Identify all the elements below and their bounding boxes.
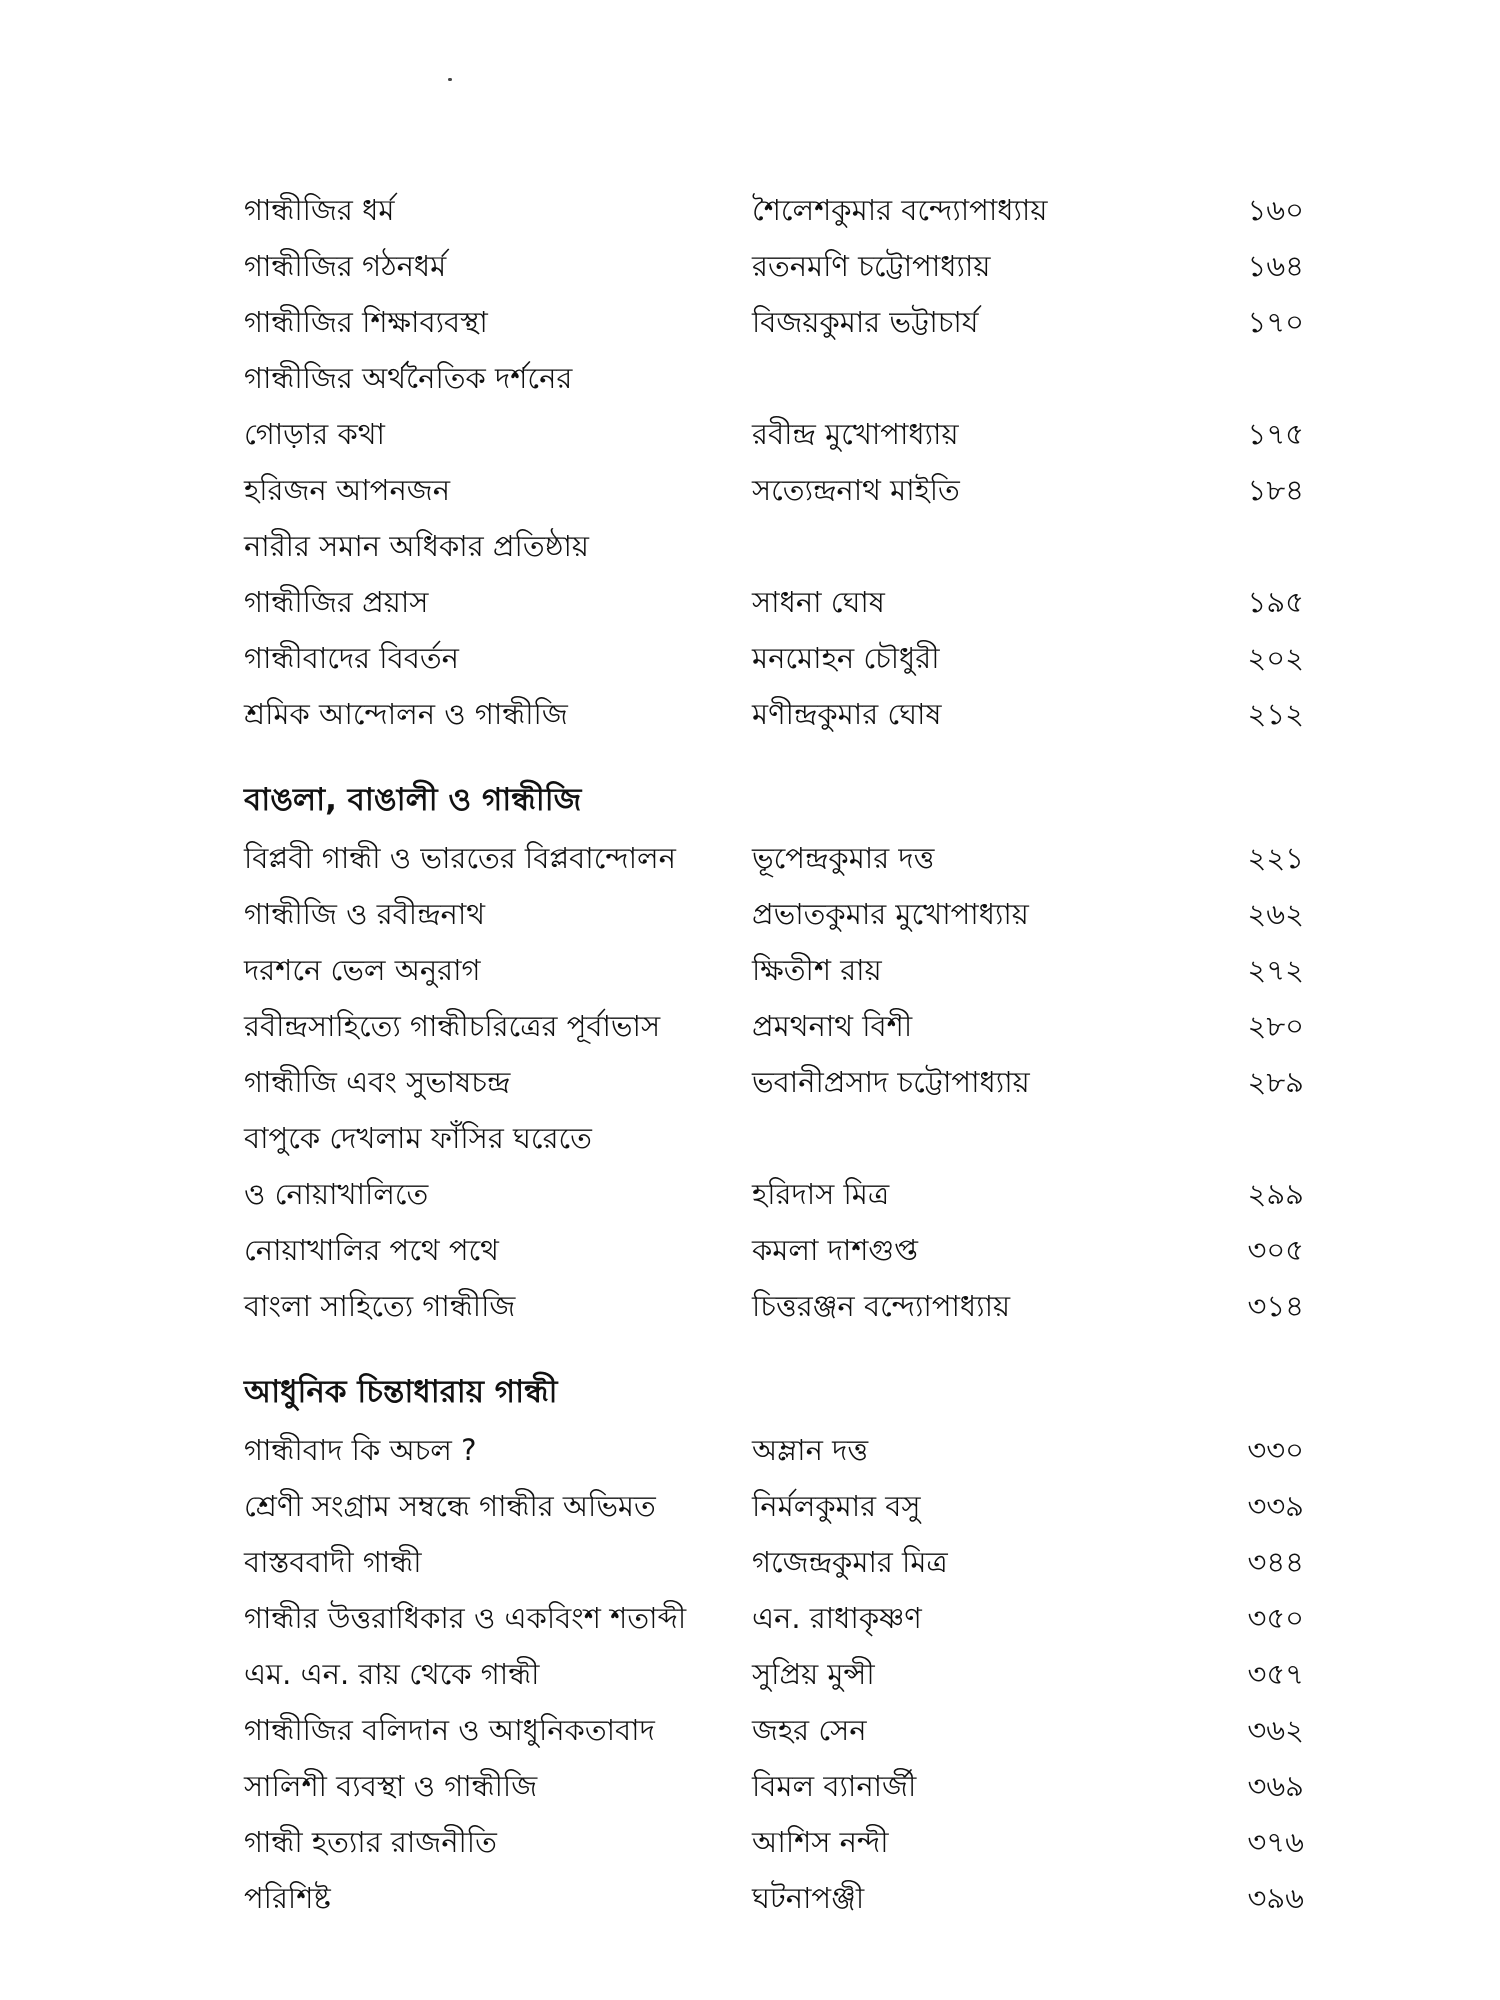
entry-title: গান্ধীজির ধর্ম [244, 193, 395, 227]
entry-page-number: ৩৭৬ [1247, 1825, 1304, 1859]
entry-title: গান্ধীজির গঠনধর্ম [244, 249, 447, 283]
entry-page-number: ২৭২ [1247, 953, 1304, 987]
entry-author: জহর সেন [752, 1713, 867, 1747]
section-heading: বাঙলা, বাঙালী ও গান্ধীজি [244, 782, 582, 818]
toc-entry [244, 1278, 1304, 1334]
entry-title: নোয়াখালির পথে পথে [244, 1233, 499, 1267]
entry-page-number: ২৮৯ [1247, 1065, 1304, 1099]
entry-author: মণীন্দ্রকুমার ঘোষ [752, 697, 942, 731]
toc-entry [244, 1870, 1304, 1926]
entry-author: ঘটনাপঞ্জী [752, 1881, 865, 1915]
toc-entry [244, 998, 1304, 1054]
entry-author: ভবানীপ্রসাদ চট্টোপাধ্যায় [752, 1065, 1030, 1099]
entry-page-number: ৩১৪ [1247, 1289, 1304, 1323]
toc-entry [244, 1166, 1304, 1222]
entry-page-number: ১৯৫ [1247, 585, 1304, 619]
toc-group-2 [244, 830, 1304, 1334]
entry-title: গান্ধীজি ও রবীন্দ্রনাথ [244, 897, 486, 931]
toc-entry [244, 406, 1304, 462]
entry-title: গান্ধীজির শিক্ষাব্যবস্থা [244, 305, 488, 339]
entry-page-number: ২৯৯ [1247, 1177, 1304, 1211]
toc-entry [244, 1110, 1304, 1166]
entry-page-number: ৩৩৯ [1247, 1489, 1304, 1523]
entry-title: গান্ধীর উত্তরাধিকার ও একবিংশ শতাব্দী [244, 1601, 687, 1635]
toc-entry [244, 686, 1304, 742]
toc-entry [244, 1222, 1304, 1278]
entry-author: আশিস নন্দী [752, 1825, 889, 1859]
entry-page-number: ৩৩০ [1247, 1433, 1304, 1467]
entry-title: হরিজন আপনজন [244, 473, 451, 507]
entry-page-number: ৩৬৯ [1247, 1769, 1304, 1803]
toc-entry [244, 1646, 1304, 1702]
entry-title: গান্ধীজির বলিদান ও আধুনিকতাবাদ [244, 1713, 655, 1747]
table-of-contents [244, 182, 1304, 1926]
entry-author: সুপ্রিয় মুন্সী [752, 1657, 875, 1691]
entry-title: বাপুকে দেখলাম ফাঁসির ঘরেতে [244, 1121, 592, 1155]
toc-entry [244, 886, 1304, 942]
entry-title: গান্ধীজি এবং সুভাষচন্দ্র [244, 1065, 511, 1099]
entry-author: রতনমণি চট্টোপাধ্যায় [752, 249, 991, 283]
toc-group-1 [244, 182, 1304, 742]
entry-title: এম. এন. রায় থেকে গান্ধী [244, 1657, 540, 1691]
toc-entry [244, 182, 1304, 238]
entry-author: ভূপেন্দ্রকুমার দত্ত [752, 841, 935, 875]
entry-title: গান্ধীজির অর্থনৈতিক দর্শনের [244, 361, 573, 395]
entry-page-number: ২৮০ [1247, 1009, 1304, 1043]
entry-title: শ্রমিক আন্দোলন ও গান্ধীজি [244, 697, 568, 731]
toc-entry [244, 1534, 1304, 1590]
entry-page-number: ২০২ [1247, 641, 1304, 675]
entry-title: গোড়ার কথা [244, 417, 385, 451]
entry-page-number: ২২১ [1247, 841, 1304, 875]
entry-author: গজেন্দ্রকুমার মিত্র [752, 1545, 948, 1579]
toc-entry [244, 1422, 1304, 1478]
entry-title: গান্ধী হত্যার রাজনীতি [244, 1825, 497, 1859]
entry-page-number: ৩৫৭ [1247, 1657, 1304, 1691]
toc-entry [244, 1054, 1304, 1110]
entry-author: প্রমথনাথ বিশী [752, 1009, 913, 1043]
entry-page-number: ৩৫০ [1247, 1601, 1304, 1635]
entry-page-number: ৩৬২ [1247, 1713, 1304, 1747]
entry-author: বিজয়কুমার ভট্টাচার্য [752, 305, 979, 339]
toc-entry [244, 1478, 1304, 1534]
entry-author: মনমোহন চৌধুরী [752, 641, 940, 675]
entry-author: ক্ষিতীশ রায় [752, 953, 882, 987]
toc-entry [244, 238, 1304, 294]
entry-page-number: ১৬০ [1247, 193, 1304, 227]
entry-title: নারীর সমান অধিকার প্রতিষ্ঠায় [244, 529, 589, 563]
entry-author: অম্লান দত্ত [752, 1433, 869, 1467]
entry-author: কমলা দাশগুপ্ত [752, 1233, 918, 1267]
toc-entry [244, 462, 1304, 518]
toc-entry [244, 518, 1304, 574]
entry-title: বিপ্লবী গান্ধী ও ভারতের বিপ্লবান্দোলন [244, 841, 676, 875]
entry-page-number: ৩৯৬ [1247, 1881, 1304, 1915]
entry-page-number: ২১২ [1247, 697, 1304, 731]
entry-title: বাংলা সাহিত্যে গান্ধীজি [244, 1289, 516, 1323]
entry-page-number: ১৭৫ [1247, 417, 1304, 451]
toc-entry [244, 1814, 1304, 1870]
entry-author: এন. রাধাকৃষ্ণণ [752, 1601, 922, 1635]
entry-author: প্রভাতকুমার মুখোপাধ্যায় [752, 897, 1029, 931]
toc-entry [244, 630, 1304, 686]
entry-page-number: ১৭০ [1247, 305, 1304, 339]
entry-page-number: ১৬৪ [1247, 249, 1304, 283]
entry-author: রবীন্দ্র মুখোপাধ্যায় [752, 417, 959, 451]
toc-entry [244, 294, 1304, 350]
toc-entry [244, 1702, 1304, 1758]
entry-title: গান্ধীবাদ কি অচল ? [244, 1433, 477, 1467]
entry-title: গান্ধীবাদের বিবর্তন [244, 641, 459, 675]
entry-title: দরশনে ভেল অনুরাগ [244, 953, 481, 987]
entry-page-number: ৩০৫ [1247, 1233, 1304, 1267]
entry-title: বাস্তববাদী গান্ধী [244, 1545, 422, 1579]
toc-entry [244, 1590, 1304, 1646]
entry-page-number: ১৮৪ [1247, 473, 1304, 507]
toc-entry [244, 1758, 1304, 1814]
toc-entry [244, 574, 1304, 630]
entry-author: সত্যেন্দ্রনাথ মাইতি [752, 473, 960, 507]
entry-title: গান্ধীজির প্রয়াস [244, 585, 429, 619]
entry-title: সালিশী ব্যবস্থা ও গান্ধীজি [244, 1769, 538, 1803]
entry-author: বিমল ব্যানার্জী [752, 1769, 917, 1803]
entry-author: হরিদাস মিত্র [752, 1177, 890, 1211]
section-heading: আধুনিক চিন্তাধারায় গান্ধী [244, 1374, 558, 1410]
entry-title: পরিশিষ্ট [244, 1881, 331, 1915]
toc-entry [244, 942, 1304, 998]
entry-author: চিত্তরঞ্জন বন্দ্যোপাধ্যায় [752, 1289, 1011, 1323]
entry-title: রবীন্দ্রসাহিত্যে গান্ধীচরিত্রের পূর্বাভাস [244, 1009, 661, 1043]
entry-page-number: ২৬২ [1247, 897, 1304, 931]
entry-page-number: ৩৪৪ [1247, 1545, 1304, 1579]
scan-speck [448, 78, 452, 81]
entry-author: সাধনা ঘোষ [752, 585, 885, 619]
toc-entry [244, 830, 1304, 886]
entry-author: শৈলেশকুমার বন্দ্যোপাধ্যায় [752, 193, 1048, 227]
entry-title: ও নোয়াখালিতে [244, 1177, 429, 1211]
toc-entry [244, 350, 1304, 406]
entry-author: নির্মলকুমার বসু [752, 1489, 921, 1523]
toc-group-3 [244, 1422, 1304, 1926]
entry-title: শ্রেণী সংগ্রাম সম্বন্ধে গান্ধীর অভিমত [244, 1489, 656, 1523]
